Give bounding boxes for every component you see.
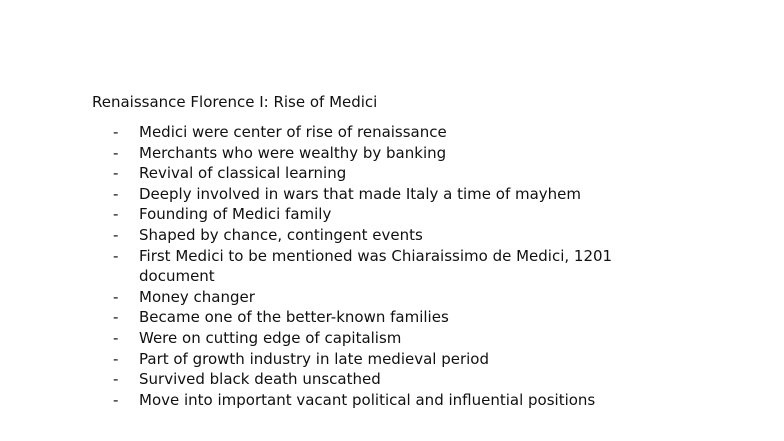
list-item: [113, 204, 673, 225]
bullet-marker: -: [113, 328, 119, 347]
bullet-list: [113, 122, 673, 410]
list-item-text: Founding of Medici family: [139, 205, 332, 224]
list-item: [113, 184, 673, 205]
list-item: [113, 369, 673, 390]
list-item: [113, 307, 673, 328]
list-item-text: Became one of the better-known families: [139, 308, 449, 327]
list-item: [113, 225, 673, 246]
list-item-text: Merchants who were wealthy by banking: [139, 143, 447, 162]
bullet-marker: -: [113, 184, 119, 203]
page-title: Renaissance Florence I: Rise of Medici: [92, 93, 378, 111]
list-item-text: Money changer: [139, 287, 255, 306]
list-item-text: First Medici to be mentioned was Chiaraissimo de Medici, 1201 document: [139, 246, 613, 286]
list-item: [113, 246, 673, 287]
bullet-marker: -: [113, 123, 119, 141]
list-item: [113, 287, 673, 308]
list-item-text: Part of growth industry in late medieval period: [139, 349, 490, 368]
bullet-marker: -: [113, 287, 119, 306]
bullet-marker: -: [113, 164, 119, 183]
list-item: [113, 390, 673, 411]
list-item-text: Survived black death unscathed: [139, 370, 381, 389]
list-item: [113, 328, 673, 349]
bullet-marker: -: [113, 225, 119, 244]
list-item-text: Deeply involved in wars that made Italy a time of mayhem: [139, 184, 582, 203]
list-item: [113, 143, 673, 164]
bullet-marker: -: [113, 349, 119, 368]
bullet-marker: -: [113, 143, 119, 162]
bullet-marker: -: [113, 308, 119, 327]
list-item-text: Revival of classical learning: [139, 164, 347, 183]
list-item-text: Were on cutting edge of capitalism: [139, 328, 402, 347]
list-item: [113, 122, 673, 143]
bullet-marker: -: [113, 246, 119, 265]
bullet-marker: -: [113, 205, 119, 224]
list-item: [113, 349, 673, 370]
list-item-text: Move into important vacant political and influential positions: [139, 390, 596, 409]
list-item: [113, 163, 673, 184]
bullet-marker: -: [113, 390, 119, 409]
list-item-text: Shaped by chance, contingent events: [139, 225, 423, 244]
bullet-marker: -: [113, 370, 119, 389]
list-item-text: Medici were center of rise of renaissance: [139, 123, 447, 141]
